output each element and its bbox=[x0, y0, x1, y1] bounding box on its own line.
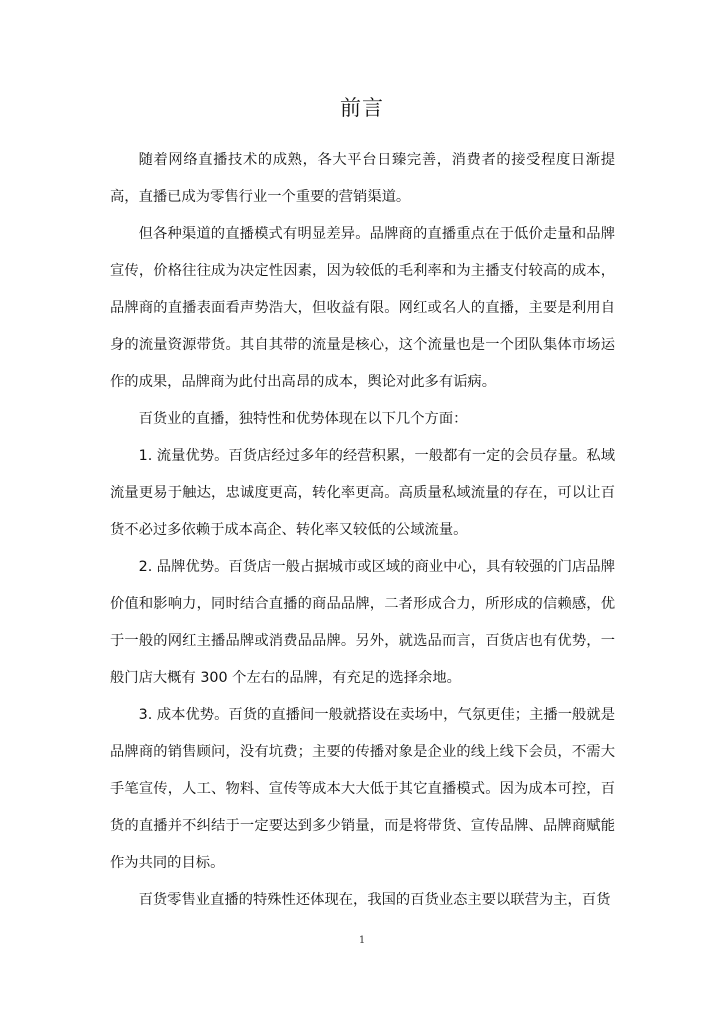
paragraph-special-characteristics: 百货零售业直播的特殊性还体现在，我国的百货业态主要以联营为主，百货 bbox=[138, 892, 611, 908]
list-item-traffic-advantage: 1. 流量优势。百货店经过多年的经营积累，一般都有一定的会员存量。私域流量更易于触达，忠诚度更高，转化率更高。高质量私域流量的存在，可以让百货不必过多依赖于成本高企、转化率又较低的公域流量。 bbox=[110, 448, 615, 538]
paragraph-intro: 随着网络直播技术的成熟，各大平台日臻完善，消费者的接受程度日渐提高，直播已成为零售行业一个重要的营销渠道。 bbox=[110, 152, 615, 205]
body-text bbox=[110, 142, 615, 919]
page-number: 1 bbox=[358, 935, 366, 946]
list-item-cost-advantage: 3. 成本优势。百货的直播间一般就搭设在卖场中，气氛更佳；主播一般就是品牌商的销售顾问，没有坑费；主要的传播对象是企业的线上线下会员，不需大手笔宣传，人工、物料、宣传等成本大大低于其它直播模式。因为成本可控，百货的直播并不纠结于一定要达到多少销量，而是将带货、宣传品牌、品牌商赋能作为共同的目标。 bbox=[110, 707, 615, 871]
paragraph-department-store-advantages: 百货业的直播，独特性和优势体现在以下几个方面： bbox=[138, 411, 468, 427]
page-title: 前言 bbox=[340, 96, 384, 120]
paragraph-channel-differences: 但各种渠道的直播模式有明显差异。品牌商的直播重点在于低价走量和品牌宣传，价格往往成为决定性因素，因为较低的毛利率和为主播支付较高的成本，品牌商的直播表面看声势浩大，但收益有限。网红或名人的直播，主要是利用自身的流量资源带货。其自其带的流量是核心，这个流量也是一个团队集体市场运作的成果，品牌商为此付出高昂的成本，舆论对此多有诟病。 bbox=[110, 226, 615, 390]
list-item-brand-advantage: 2. 品牌优势。百货店一般占据城市或区域的商业中心，具有较强的门店品牌价值和影响力，同时结合直播的商品品牌，二者形成合力，所形成的信赖感，优于一般的网红主播品牌或消费品品牌。另外，就选品而言，百货店也有优势，一般门店大概有 300 个左右的品牌，有充足的选择余地。 bbox=[110, 559, 615, 686]
